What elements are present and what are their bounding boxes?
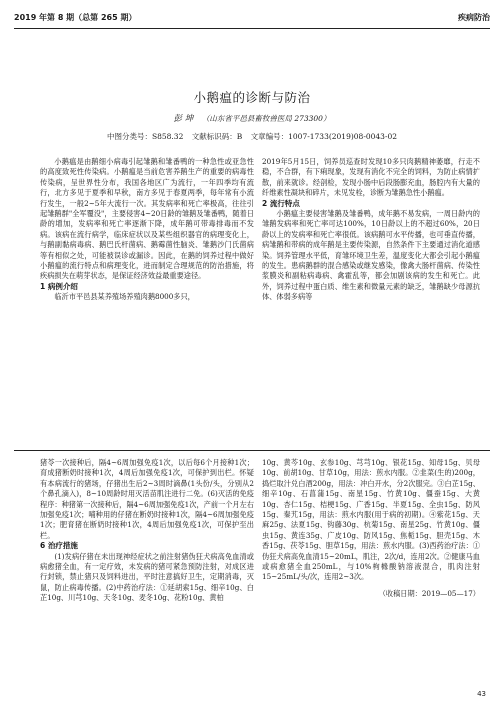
column-3	[40, 458, 254, 604]
herbal-treatment-paragraph: 10g、黄芩10g、玄参10g、芎芎10g、银花15g、知母15g、贝母10g、前胡10g、甘草10g，用法：煎水内服。②韭菜(生的)200g，捣烂取汁兑白酒200g，用法：冲白开水，分2次服完。③白芷15g、细辛10g、石菖蒲15g、南星15g、竹黄10g、僵蚕15g、大黄10g、杏仁15g、桔梗15g、广香15g、半夏15g、全虫15g、防风15g、秦艽15g，用法：煎水内服(用于病的初期)。④紫花15g、天麻25g、法夏15g、钩藤30g、杭菊15g、南星25g、竹黄10g、僵虫15g、黄连35g、广皮10g、防风15g、焦栀15g、胆壳15g、木香15g、茯苓15g、胆草15g，用法：煎水内服。(3)西药治疗法：①伪狂犬病高免血清15~20mL，肌注，2次/d，连用2次。②健康马血或病愈猪全血250mL，与10%枸橼酸钠溶液混合，肌肉注射15~25mL/头/次，连用2~3次。	[262, 458, 480, 582]
issue-label: 2019 年第 8 期（总第 265 期）	[14, 13, 137, 22]
section-label: 疾病防治	[458, 13, 490, 22]
treatment-paragraph: (1)发病仔猪在未出现神经症状之前注射猪伪狂犬病高免血清或病愈猪全血，有一定疗效，未发病的猪可紧急预防注射，对成区进行封锁，禁止猪只及饲料进出，平时注意搞好卫生，定期消毒，灭鼠，防止病毒传播。(2)中药治疗法：①延胡索15g、细辛10g、白芷10g、川芎10g、天冬10g、麦冬10g、花粉10g、黄柏	[40, 551, 254, 603]
case-continued-paragraph: 2019年5月15日，饲养员巡查时发现10多只肉鹅精神萎靡，行走不稳，不合群，有下痢现象，发现有消化不完全的饲料，为防止病情扩散，前来就诊。经剖检，发现小肠中后段肠膨充血，肠腔内有大量的纤维素性凝块和碎片，未见发栓，诊断为雏鹅急性小鹅瘟。	[262, 157, 480, 198]
section-heading-case: 1 病例介绍	[40, 281, 78, 291]
author-affiliation: （山东省平邑县畜牧兽医局 273300）	[201, 114, 331, 123]
article-title: 小鹅瘟的诊断与防治	[193, 90, 311, 105]
article-meta: 中图分类号：S858.32 文献标识码：B 文章编号：1007-1733(2019)08-0043-02	[106, 132, 398, 141]
author-name: 彭 坤	[173, 114, 194, 124]
case-paragraph: 临沂市平邑县某养殖场养殖肉鹅8000多只，	[54, 292, 195, 302]
intro-paragraph: 小鹅瘟是由鹅细小病毒引起雏鹅和雏番鸭的一种急性或亚急性的高度致死性传染病。小鹅瘟是当前危害养鹅生产的重要的病毒性传染病，呈世界性分布，我国各地区广为流行，一年四季均有流行，北方多见于夏季和早秋，南方多见于春夏两季，每年常有小流行发生，一般2~5年大流行一次。其发病率和死亡率极高，往往引起雏鹅群"全军覆没"，主要侵害4~20日龄的雏鹅及雏番鸭，随着日龄的增加，发病率和死亡率逐渐下降，成年鹅可带毒排毒而不发病。该病在流行病学，临床症状以及某些组织器官的病理变化上，与鹅副黏病毒病、鹅巴氏杆菌病、鹅霉菌性脑炎、雏鹅沙门氏菌病等有相似之处，可能被误诊或漏诊。因此，在鹅的饲养过程中做好小鹅瘟的流行特点和病理变化，进而制定合理规范的防治措施，将疾病损失在萌芽状态，是保证经济效益最重要途径。	[40, 157, 254, 281]
vaccination-paragraph: 猪苓一次接种后，隔4~6周加强免疫1次，以后每6个月接种1次；育成猪断奶时接种1次，4周后加强免疫1次，可保护到出栏。怀疑有本病流行的猪场，仔猪出生后2~3周时滴鼻(1头份/头，分别从2个鼻孔滴入)，8~10周龄时用灭活苗肌注进行二免。(6)灭活的免疫程序：种猪第一次接种后，隔4~6周加强免疫1次，产前一个月左右加强免疫1次；哺种用的仔猪在断奶时接种1次，隔4~6周加强免疫1次；肥育猪在断奶时接种1次，4周后加强免疫1次，可保护至出栏。	[40, 458, 254, 540]
section-divider-rule	[14, 450, 490, 451]
section-heading-treatment: 6 治疗措施	[40, 541, 78, 551]
page-number: 43	[477, 690, 486, 698]
author-line	[0, 112, 504, 124]
received-date: （收稿日期：2019—05—17）	[378, 588, 480, 598]
section-heading-epidemic: 2 流行特点	[262, 198, 300, 208]
running-header	[14, 12, 490, 26]
column-2	[262, 157, 480, 303]
column-4	[262, 458, 480, 599]
epidemic-paragraph: 小鹅瘟主要侵害雏鹅及雏番鸭，成年鹅不易发病，一周日龄内的雏鹅发病率和死亡率可达100%，10日龄以上的不超过60%，20日龄以上的发病率和死亡率很低。该病鹅可水平传播，也可垂直传播，病雏鹅和带病的成年鹅是主要传染源，自然条件下主要通过消化道感染。饲养管理水平低，育雏环境卫生差，温度变化大都会引起小鹅瘟的发生。患病鹅群的混合感染或继发感染，像禽大肠杆菌病、传染性浆膜炎和副粘病毒病、禽霍乱等，都会加剧该病的发生和死亡。此外，饲养过程中蛋白质、维生素和微量元素的缺乏，雏鹅缺少母源抗体、体弱多病等	[262, 209, 480, 302]
header-rule	[14, 28, 490, 29]
column-1	[40, 157, 254, 303]
